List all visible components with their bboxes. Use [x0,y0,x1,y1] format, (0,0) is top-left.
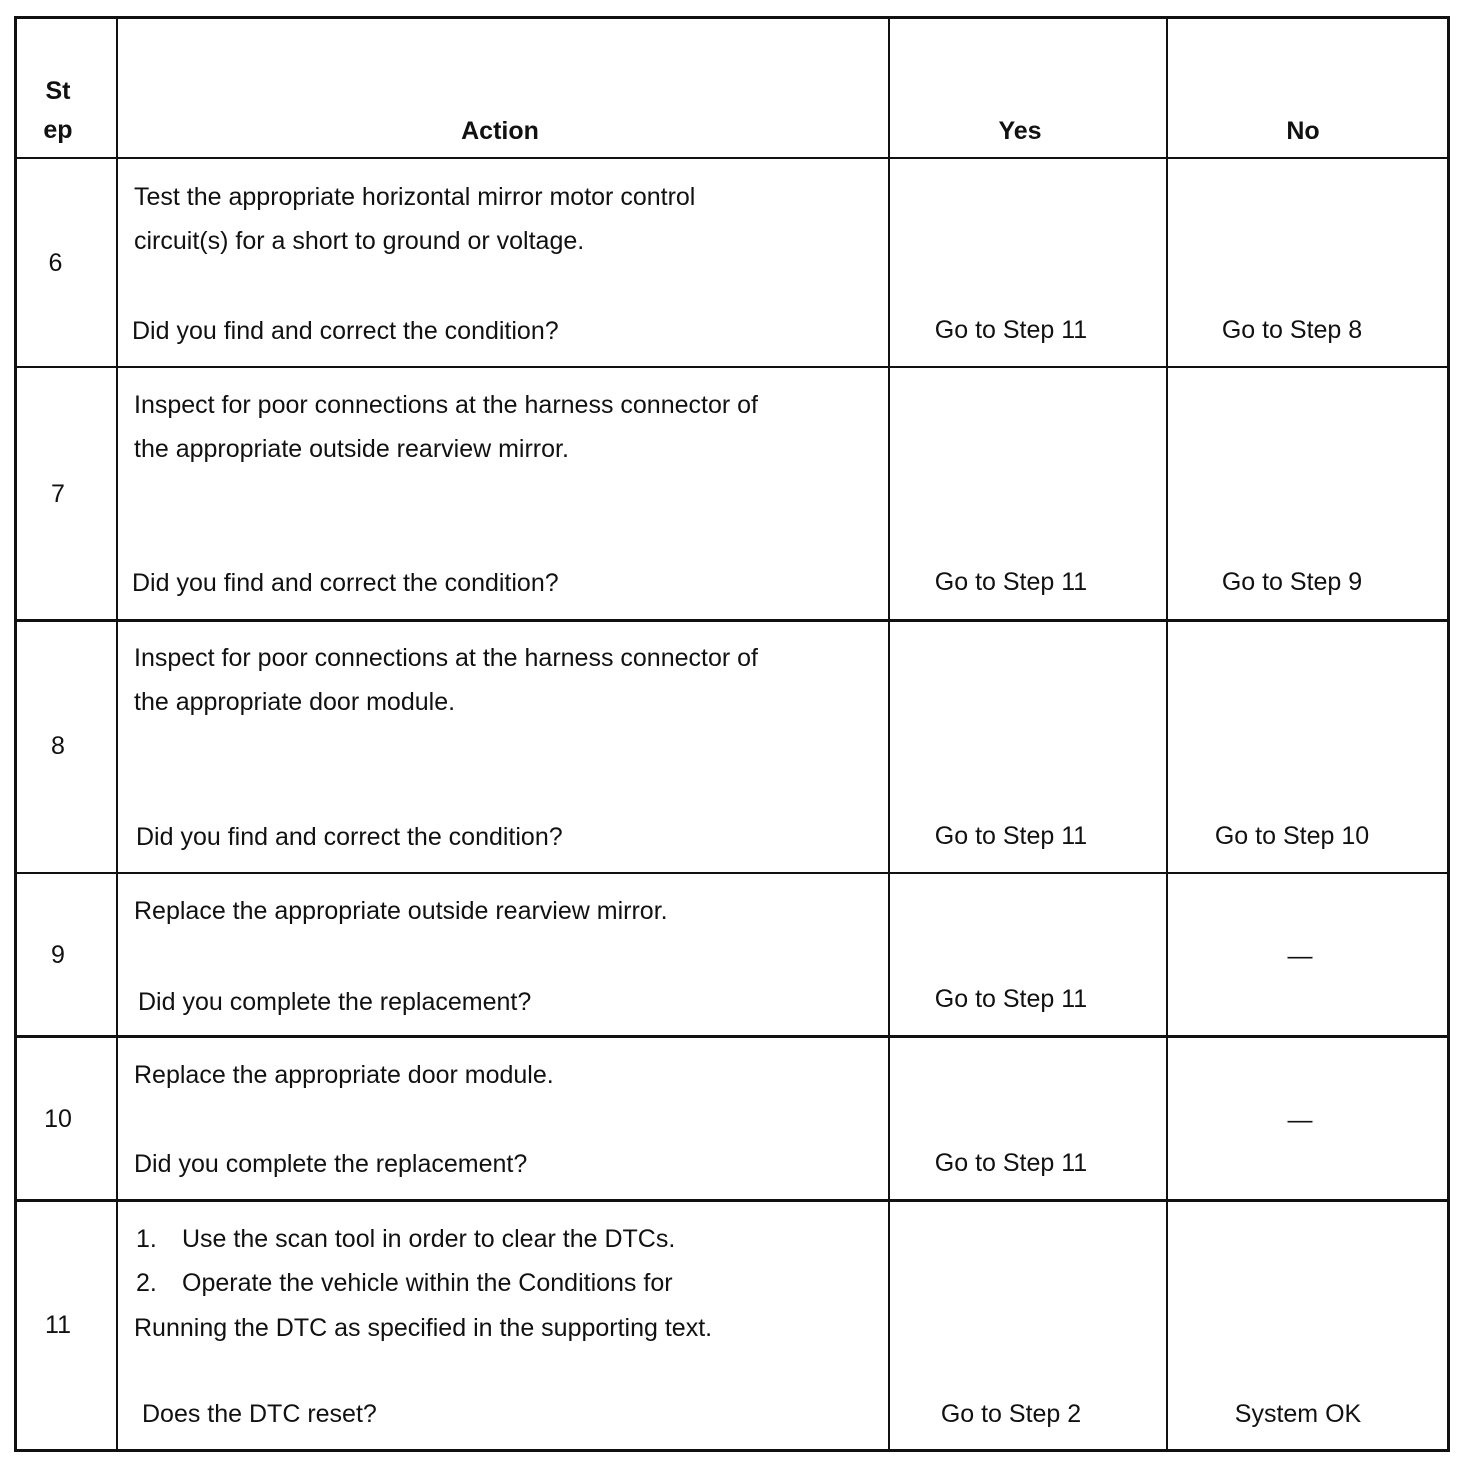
action-text: Replace the appropriate door module. [134,1061,554,1089]
action-question: Did you find and correct the condition? [132,317,559,345]
header-no: No [1286,117,1320,145]
column-divider [888,16,890,1452]
row-divider [14,619,1450,622]
table-border-bottom [14,1449,1450,1452]
no-result: Go to Step 8 [1221,316,1363,344]
action-question: Did you complete the replacement? [134,1150,528,1178]
list-item-text: Use the scan tool in order to clear the DTCs. [182,1225,676,1253]
yes-result: Go to Step 11 [934,985,1088,1013]
action-text: Test the appropriate horizontal mirror motor control [134,183,696,211]
list-item-text: Operate the vehicle within the Conditions for [182,1269,673,1297]
step-number: 9 [51,941,65,969]
column-divider [1166,16,1168,1452]
action-text: Inspect for poor connections at the harness connector of [134,391,758,419]
action-question: Does the DTC reset? [142,1400,377,1428]
row-divider [14,1199,1450,1202]
column-divider [116,16,118,1452]
no-result: System OK [1234,1400,1362,1428]
step-number: 7 [51,480,65,508]
table-border-right [1447,16,1450,1452]
header-step-line2: ep [43,116,73,144]
row-divider [14,366,1450,368]
step-number: 6 [48,249,63,277]
no-result: Go to Step 9 [1221,568,1363,596]
action-question: Did you find and correct the condition? [136,823,563,851]
step-number: 8 [51,732,65,760]
header-divider [14,157,1450,159]
header-action: Action [461,117,539,145]
no-result: Go to Step 10 [1214,822,1370,850]
table-border-top [14,16,1450,19]
step-number: 10 [44,1105,72,1133]
action-text: Replace the appropriate outside rearview mirror. [134,897,668,925]
yes-result: Go to Step 2 [940,1400,1082,1428]
yes-result: Go to Step 11 [934,1149,1088,1177]
action-text: the appropriate door module. [134,688,456,716]
action-text: the appropriate outside rearview mirror. [134,435,569,463]
list-item-continuation: Running the DTC as specified in the supporting text. [134,1314,713,1342]
action-text: circuit(s) for a short to ground or voltage. [134,227,585,255]
header-yes: Yes [998,117,1042,145]
list-item-number: 1. [136,1225,157,1253]
diagnostic-table [14,16,1450,1452]
yes-result: Go to Step 11 [934,822,1088,850]
action-text: Inspect for poor connections at the harness connector of [134,644,758,672]
list-item-number: 2. [136,1269,157,1297]
yes-result: Go to Step 11 [934,316,1088,344]
row-divider [14,872,1450,874]
step-number: 11 [45,1311,71,1339]
no-result: — [1287,942,1313,970]
row-divider [14,1035,1450,1038]
action-question: Did you find and correct the condition? [132,569,559,597]
action-question: Did you complete the replacement? [138,988,532,1016]
header-step-line1: St [45,77,71,105]
header-step [18,76,98,145]
yes-result: Go to Step 11 [934,568,1088,596]
no-result: — [1287,1106,1313,1134]
table-border-left [14,16,17,1452]
